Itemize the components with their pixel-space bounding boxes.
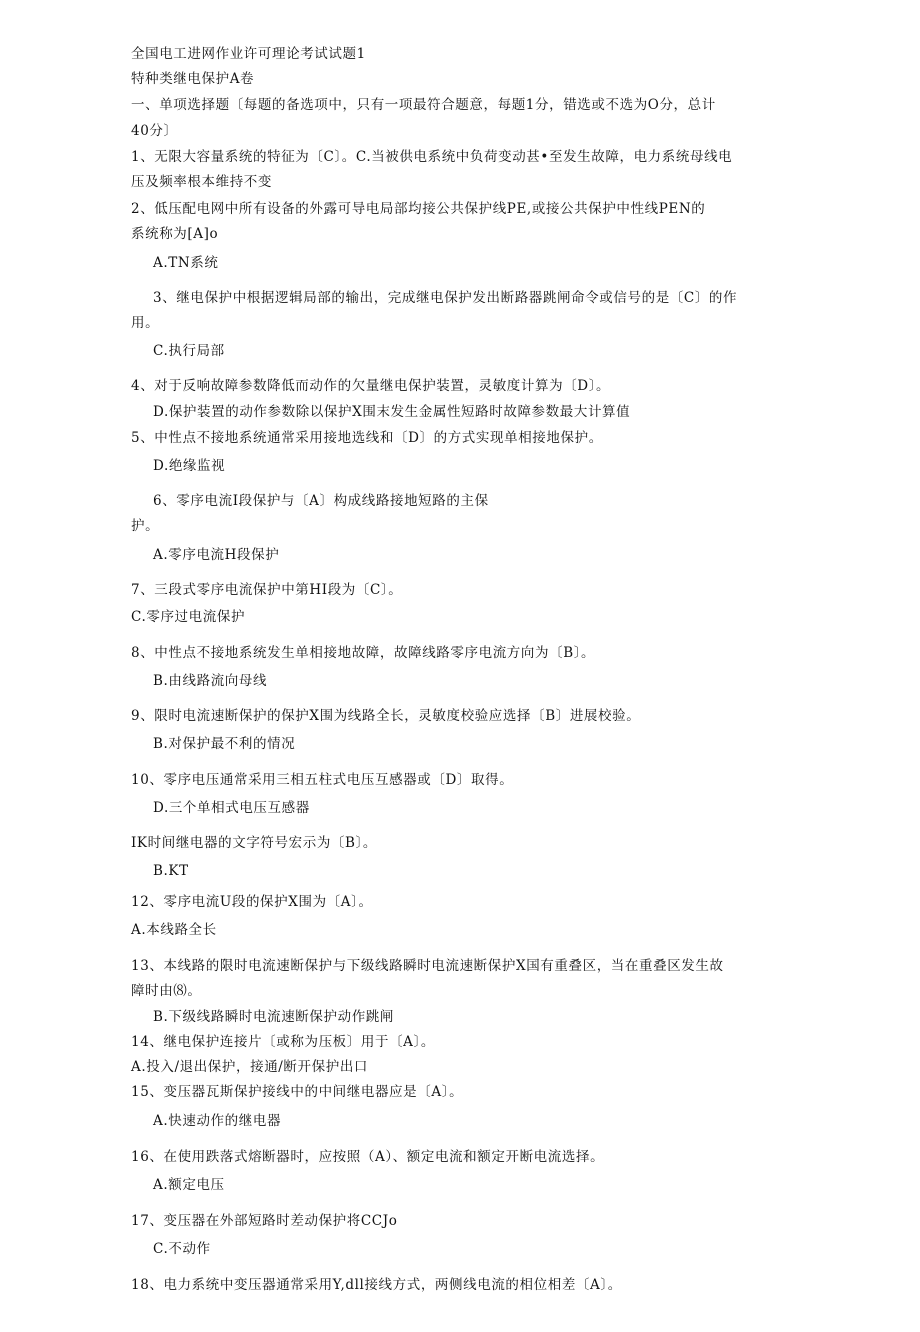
question-10: 10、零序电压通常采用三相五柱式电压互感器或〔D〕取得。	[131, 772, 514, 788]
answer-6: A.零序电流H段保护	[153, 547, 280, 563]
answer-4: D.保护装置的动作参数除以保护X围末发生金属性短路时故障参数最大计算值	[153, 404, 631, 420]
question-1: 1、无限大容量系统的特征为〔C〕。C.当被供电系统中负荷变动甚•至发生故障，电力系统母线电	[131, 149, 733, 165]
question-6-cont: 护。	[131, 518, 160, 534]
answer-15: A.快速动作的继电器	[153, 1113, 282, 1129]
question-14: 14、继电保护连接片〔或称为压板〕用于〔A〕。	[131, 1034, 435, 1050]
answer-11: B.KT	[153, 863, 189, 879]
question-13-cont: 障时由⑻。	[131, 983, 202, 999]
answer-3: C.执行局部	[153, 343, 225, 359]
question-4: 4、对于反响故障参数降低而动作的欠量继电保护装置，灵敏度计算为〔D〕。	[131, 378, 611, 394]
answer-9: B.对保护最不利的情况	[153, 736, 296, 752]
question-9: 9、限时电流速断保护的保护X围为线路全长，灵敏度校验应选择〔B〕进展校验。	[131, 708, 641, 724]
answer-2: A.TN系统	[153, 255, 219, 271]
question-17: 17、变压器在外部短路时差动保护将CCJo	[131, 1213, 398, 1229]
answer-10: D.三个单相式电压互感器	[153, 800, 310, 816]
question-8: 8、中性点不接地系统发生单相接地故障，故障线路零序电流方向为〔B〕。	[131, 645, 596, 661]
section-heading: 一、单项选择题〔每题的备选项中，只有一项最符合题意，每题1分，错选或不选为O分，总计	[131, 97, 716, 113]
question-3: 3、继电保护中根据逻辑局部的输出，完成继电保护发出断路器跳闸命令或信号的是〔C〕的作	[153, 290, 738, 306]
question-13: 13、本线路的限时电流速断保护与下级线路瞬时电流速断保护X国有重叠区，当在重叠区发生故	[131, 958, 724, 974]
answer-7: C.零序过电流保护	[131, 609, 246, 625]
question-2-cont: 系统称为[A]o	[131, 226, 219, 242]
answer-12: A.本线路全长	[131, 922, 217, 938]
question-1-cont: 压及频率根本维持不变	[131, 174, 272, 190]
document-subtitle: 特种类继电保护A卷	[131, 71, 255, 87]
question-18: 18、电力系统中变压器通常采用Y,dll接线方式，两侧线电流的相位相差〔A〕。	[131, 1277, 622, 1293]
question-2: 2、低压配电网中所有设备的外露可导电局部均接公共保护线PE,或接公共保护中性线PEN的	[131, 201, 706, 217]
question-16: 16、在使用跌落式熔断器时，应按照（A）、额定电流和额定开断电流选择。	[131, 1149, 605, 1165]
answer-17: C.不动作	[153, 1241, 211, 1257]
question-6: 6、零序电流I段保护与〔A〕构成线路接地短路的主保	[153, 493, 489, 509]
question-15: 15、变压器瓦斯保护接线中的中间继电器应是〔A〕。	[131, 1084, 464, 1100]
document-title: 全国电工进网作业许可理论考试试题1	[131, 46, 366, 62]
question-7: 7、三段式零序电流保护中第HI段为〔C〕。	[131, 582, 403, 598]
question-12: 12、零序电流U段的保护X围为〔A〕。	[131, 894, 373, 910]
answer-8: B.由线路流向母线	[153, 673, 268, 689]
answer-13: B.下级线路瞬时电流速断保护动作跳闸	[153, 1009, 395, 1025]
question-3-cont: 用。	[131, 315, 160, 331]
section-heading-cont: 40分〕	[131, 123, 178, 139]
question-11: IK时间继电器的文字符号宏示为〔B〕。	[131, 835, 377, 851]
answer-5: D.绝缘监视	[153, 458, 226, 474]
answer-16: A.额定电压	[153, 1177, 225, 1193]
answer-14: A.投入/退出保护，接通/断开保护出口	[131, 1059, 369, 1075]
question-5: 5、中性点不接地系统通常采用接地选线和〔D〕的方式实现单相接地保护。	[131, 430, 603, 446]
